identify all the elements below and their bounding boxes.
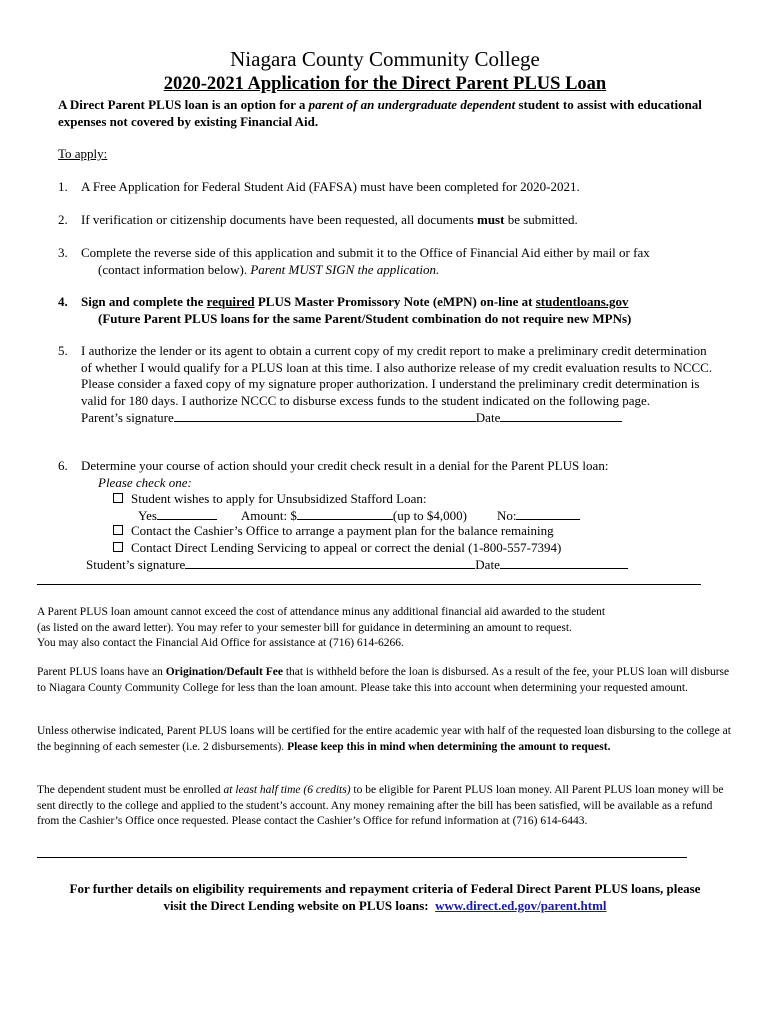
intro-part2: student to assist with educational expenses not covered by existing Financial Aid. [58, 97, 702, 129]
step-number: 5. [58, 343, 68, 358]
no-label: No: [496, 508, 517, 523]
info-p1-line2: (as listed on the award letter). You may refer to your semester bill for guidance in determining an amount to request. [37, 621, 572, 634]
step-number: 4. [58, 294, 68, 309]
step-5 [58, 343, 718, 427]
step-text-a: If verification or citizenship documents have been requested, all documents [81, 212, 477, 227]
student-date-label: Date [475, 557, 500, 572]
parent-signature-row [81, 409, 718, 427]
amount-field[interactable] [297, 507, 393, 520]
info-p3-a: Unless otherwise indicated, Parent PLUS loans will be certified for the entire academic year with half of the requested loan disbursing to the college at the beginning of each semester (i.e. 2 disbursements). [37, 725, 731, 753]
info-p1-line3: You may also contact the Financial Aid Office for assistance at (716) 614-6266. [37, 637, 404, 649]
cashier-label: Contact the Cashier’s Office to arrange a payment plan for the balance remaining [131, 523, 554, 538]
footer-line1: For further details on eligibility requirements and repayment criteria of Federal Direct Parent PLUS loans, please [69, 881, 701, 896]
step-text: I authorize the lender or its agent to obtain a current copy of my credit report to make a preliminary credit determination of whether I would qualify for a PLUS loan at this time. I also authorize release of my credit evaluation results to NCCC. Please consider a faxed copy of my signature proper authorization. I understand the preliminary credit determination is valid for 180 days. I authorize NCCC to disburse excess funds to the student indicated on the following page. [81, 343, 713, 408]
amount-limit: (up to $4,000) [392, 508, 467, 523]
direct-lending-label: Contact Direct Lending Servicing to appeal or correct the denial (1-800-557-7394) [131, 540, 562, 555]
option-direct-lending [113, 540, 561, 557]
to-apply-heading: To apply: [58, 146, 108, 161]
info-p4-a: The dependent student must be enrolled [37, 784, 224, 796]
parent-date-field[interactable] [500, 409, 622, 422]
step-4 [58, 294, 718, 327]
info-p2-a: Parent PLUS loans have an [37, 666, 166, 678]
option-cashier [113, 523, 554, 540]
form-title: 2020-2021 Application for the Direct Parent PLUS Loan [163, 74, 607, 94]
footer-line2-text: visit the Direct Lending website on PLUS loans: [163, 898, 429, 913]
step-1 [58, 179, 718, 196]
intro-text [58, 97, 708, 130]
step-number: 3. [58, 245, 68, 260]
info-paragraph-2 [37, 665, 737, 696]
step-3 [58, 245, 718, 278]
step-2 [58, 212, 718, 229]
footer-line2 [40, 897, 730, 914]
option-unsubsidized [113, 491, 426, 508]
yes-label: Yes [138, 508, 157, 523]
direct-lending-link[interactable]: www.direct.ed.gov/parent.html [435, 898, 607, 913]
footer-divider [37, 857, 687, 858]
to-apply-label: To apply [58, 146, 104, 161]
info-p1-line1: A Parent PLUS loan amount cannot exceed the cost of attendance minus any additional financial aid awarded to the student [37, 606, 606, 618]
section-divider [37, 584, 701, 585]
footer-note [40, 880, 730, 914]
no-field[interactable] [516, 507, 580, 520]
info-paragraph-3 [37, 724, 737, 755]
unsubsidized-label: Student wishes to apply for Unsubsidized Stafford Loan: [131, 491, 427, 506]
unsubsidized-details [138, 507, 580, 525]
step-text [81, 212, 718, 229]
step-line2: (contact information below). [98, 261, 251, 277]
info-paragraph-1 [37, 605, 737, 652]
studentloans-link[interactable]: studentloans.gov [535, 294, 629, 309]
cashier-checkbox[interactable] [113, 525, 123, 535]
step-text-b: be submitted. [504, 212, 578, 227]
unsubsidized-checkbox[interactable] [113, 493, 123, 503]
info-p2-b: that is withheld before the loan is disbursed. As a result of the fee, your PLUS loan will disburse to Niagara County Community College for less than the loan amount. Please take this into account when determining your requested amount. [37, 666, 730, 694]
step-line2-italic: Parent MUST SIGN the application. [250, 261, 440, 277]
student-signature-field[interactable] [185, 556, 475, 569]
info-p4-b: to be eligible for Parent PLUS loan money. All Parent PLUS loan money will be sent directly to the college and applied to the student’s account. Any money remaining after the bill has been satisfied, will be available as a refund from the Cashier’s Office once requested. Please contact the Cashier’s Office for refund information at (716) 614-6443. [37, 784, 724, 827]
student-date-field[interactable] [500, 556, 628, 569]
step-number: 1. [58, 179, 68, 194]
step-text-bold: must [477, 212, 505, 227]
amount-label: Amount: $ [240, 508, 297, 523]
student-signature-label: Student’s signature [86, 557, 186, 572]
step-text [81, 294, 718, 311]
intro-emphasis: parent of an undergraduate dependent [308, 97, 516, 112]
step-number: 2. [58, 212, 68, 227]
parent-signature-field[interactable] [174, 409, 476, 422]
step-text: Complete the reverse side of this application and submit it to the Office of Financial Aid either by mail or fax [81, 245, 650, 260]
step4-required: required [206, 294, 255, 309]
parent-date-label: Date [475, 410, 501, 425]
parent-signature-label: Parent’s signature [81, 410, 174, 425]
intro-part1: A Direct Parent PLUS loan is an option for a [58, 97, 309, 112]
step-text-line2: (Future Parent PLUS loans for the same Parent/Student combination do not require new MPNs) [98, 310, 632, 326]
student-signature-row [86, 556, 628, 574]
check-one-label: Please check one: [98, 474, 192, 490]
info-p4-italic: at least half time (6 credits) [223, 784, 351, 796]
step4-a: Sign and complete the [81, 294, 207, 309]
direct-lending-checkbox[interactable] [113, 542, 123, 552]
college-name: Niagara County Community College [230, 47, 540, 71]
info-p2-bold: Origination/Default Fee [165, 666, 283, 678]
info-paragraph-4 [37, 783, 737, 830]
step-number: 6. [58, 458, 68, 473]
step-text: A Free Application for Federal Student Aid (FAFSA) must have been completed for 2020-2021. [81, 179, 580, 194]
step-6 [58, 458, 718, 491]
info-p3-bold: Please keep this in mind when determining the amount to request. [287, 740, 611, 753]
yes-field[interactable] [157, 507, 217, 520]
step-text: Determine your course of action should your credit check result in a denial for the Parent PLUS loan: [81, 458, 609, 473]
step4-b: PLUS Master Promissory Note (eMPN) on-line at [254, 294, 536, 309]
step-text-line2 [81, 262, 718, 279]
